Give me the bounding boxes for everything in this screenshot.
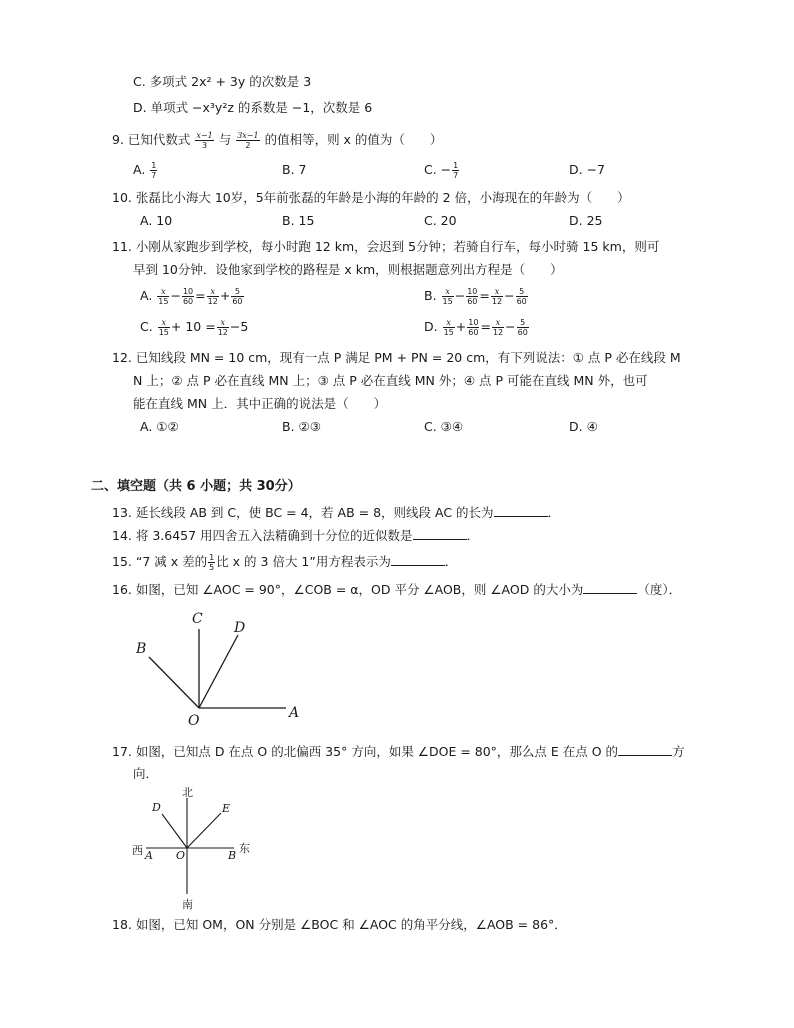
- q12-option-c: C. ③④: [424, 419, 464, 434]
- section-title-fill-in: 二、填空题（共 6 小题；共 30分）: [91, 479, 301, 494]
- q9-fraction-1: $\frac{x-1}{3}$: [196, 131, 213, 150]
- label-d: D: [152, 801, 161, 814]
- ray-oe: [187, 813, 221, 848]
- label-east: 东: [239, 842, 250, 855]
- q8-option-c: C. 多项式 2x² + 3y 的次数是 3: [133, 74, 312, 89]
- answer-blank[interactable]: [618, 744, 672, 756]
- label-d: D: [234, 620, 246, 636]
- question-12-line2: N 上；② 点 P 必在直线 MN 上；③ 点 P 必在直线 MN 外；④ 点 P 可能在直线 MN 外，也可: [133, 373, 648, 388]
- q12-option-a: A. ①②: [140, 419, 179, 434]
- answer-blank[interactable]: [391, 554, 445, 566]
- figure-16-angles: [130, 605, 310, 730]
- q11-option-c: C. $\frac{x}{15}$ + 10 = $\frac{x}{12}$ −5: [140, 318, 249, 337]
- q10-option-d: D. 25: [569, 213, 603, 228]
- question-13: 13. 延长线段 AB 到 C，使 BC = 4，若 AB = 8，则线段 AC 的长为 ．: [112, 505, 561, 520]
- q10-option-a: A. 10: [140, 213, 173, 228]
- q10-option-c: C. 20: [424, 213, 457, 228]
- question-16: 16. 如图，已知 ∠AOC = 90°，∠COB = α，OD 平分 ∠AOB，则 ∠AOD 的大小为 （度）．: [112, 582, 682, 597]
- q12-option-d: D. ④: [569, 419, 598, 434]
- q9-text-b: 与: [218, 132, 232, 147]
- q8-option-d: D. 单项式 −x³y²z 的系数是 −1，次数是 6: [133, 100, 373, 115]
- label-a: A: [145, 849, 153, 862]
- q9-option-c: C. − $\frac{1}{7}$: [424, 161, 459, 180]
- question-11-stem-line1: 11. 小刚从家跑步到学校，每小时跑 12 km，会迟到 5分钟；若骑自行车，每小时骑 15 km，则可: [112, 239, 660, 254]
- label-west: 西: [132, 844, 143, 857]
- question-10-stem: 10. 张磊比小海大 10岁，5年前张磊的年龄是小海的年龄的 2 倍，小海现在的年龄为（ ）: [112, 190, 630, 205]
- label-o: O: [188, 713, 200, 729]
- label-c: C: [192, 611, 203, 627]
- answer-blank[interactable]: [583, 582, 637, 594]
- question-17-line2: 向．: [133, 766, 159, 781]
- label-south: 南: [182, 898, 193, 911]
- q12-option-b: B. ②③: [282, 419, 321, 434]
- q9-option-a: A. $\frac{1}{7}$: [133, 161, 157, 180]
- q9-option-b: B. 7: [282, 162, 307, 177]
- label-b: B: [136, 641, 147, 657]
- q9-option-d: D. −7: [569, 162, 605, 177]
- question-15: 15. “7 减 x 差的 $\frac{1}{5}$ 比 x 的 3 倍大 1”用方程表示为 ．: [112, 553, 458, 572]
- question-18: 18. 如图，已知 OM，ON 分别是 ∠BOC 和 ∠AOC 的角平分线，∠AOB = 86°．: [112, 917, 567, 932]
- q9-text-c: 的值相等，则 x 的值为（ ）: [264, 132, 443, 147]
- q10-option-b: B. 15: [282, 213, 315, 228]
- q9-text-a: 9. 已知代数式: [112, 132, 191, 147]
- question-14: 14. 将 3.6457 用四舍五入法精确到十分位的近似数是 ．: [112, 528, 480, 543]
- question-12-line3: 能在直线 MN 上．其中正确的说法是（ ）: [133, 396, 387, 411]
- q11-option-d: D. $\frac{x}{15}$ + $\frac{10}{60}$ = $\frac{x}{12}$ − $\frac{5}{60}$: [424, 318, 528, 337]
- label-o: O: [176, 849, 186, 862]
- answer-blank[interactable]: [494, 505, 548, 517]
- ray-od: [162, 814, 187, 848]
- q11-option-b: B. $\frac{x}{15}$ − $\frac{10}{60}$ = $\frac{x}{12}$ − $\frac{5}{60}$: [424, 287, 527, 306]
- answer-blank[interactable]: [413, 528, 467, 540]
- label-e: E: [222, 802, 231, 815]
- q11-option-a: A. $\frac{x}{15}$ − $\frac{10}{60}$ = $\frac{x}{12}$ + $\frac{5}{60}$: [140, 287, 243, 306]
- ray-od: [199, 635, 238, 708]
- question-12-line1: 12. 已知线段 MN = 10 cm，现有一点 P 满足 PM + PN = 20 cm，有下列说法：① 点 P 必在线段 M: [112, 350, 681, 365]
- question-11-stem-line2: 早到 10分钟．设他家到学校的路程是 x km，则根据题意列出方程是（ ）: [133, 262, 563, 277]
- question-17-line1: 17. 如图，已知点 D 在点 O 的北偏西 35° 方向，如果 ∠DOE = 80°，那么点 E 在点 O 的 方: [112, 744, 685, 759]
- q9-fraction-2: $\frac{3x-1}{2}$: [237, 131, 259, 150]
- label-b: B: [228, 849, 237, 862]
- ray-ob: [149, 657, 199, 708]
- figure-17-compass: [126, 784, 266, 914]
- label-a: A: [289, 705, 300, 721]
- question-9-stem: [112, 131, 442, 150]
- label-north: 北: [182, 786, 193, 799]
